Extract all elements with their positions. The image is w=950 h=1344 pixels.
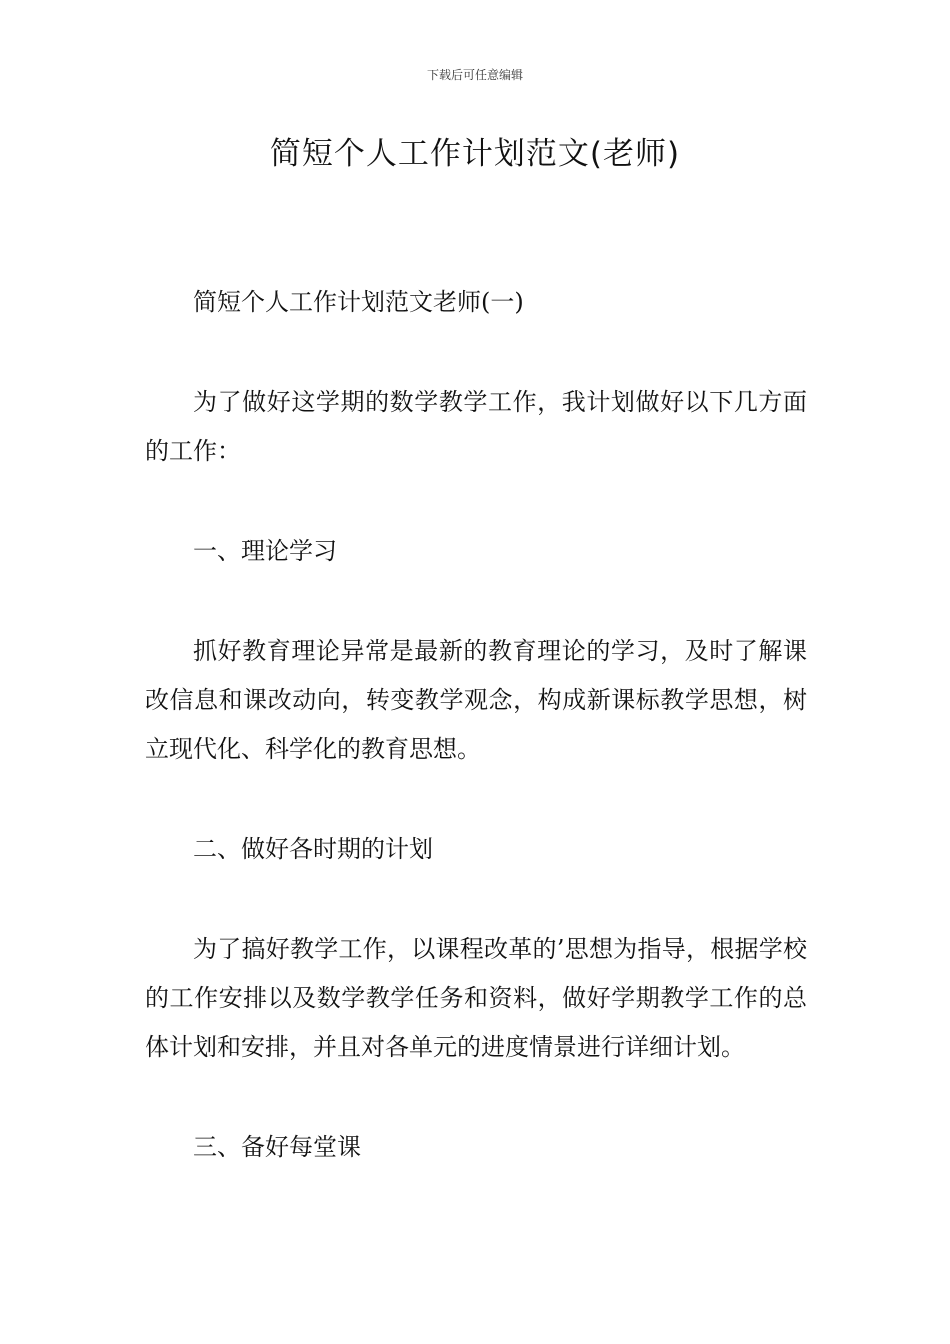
header-note: 下载后可任意编辑	[426, 68, 523, 82]
body-paragraph-2: 为了搞好教学工作，以课程改革的’思想为指导，根据学校的工作安排以及数学教学任务和资料，做好学期教学工作的总体计划和安排，并且对各单元的进度情景进行详细计划。	[145, 935, 807, 1061]
body-paragraph-1: 抓好教育理论异常是最新的教育理论的学习，及时了解课改信息和课改动向，转变教学观念，构成新课标教学思想，树立现代化、科学化的教育思想。	[145, 637, 807, 763]
section-heading-1: 一、理论学习	[193, 537, 337, 565]
document-title: 简短个人工作计划范文(老师)	[269, 136, 681, 172]
section-heading-3: 三、备好每堂课	[193, 1133, 361, 1161]
intro-paragraph: 为了做好这学期的数学教学工作，我计划做好以下几方面的工作：	[145, 388, 807, 465]
document-body	[145, 278, 807, 1172]
subtitle-paragraph: 简短个人工作计划范文老师(一)	[193, 288, 524, 316]
section-heading-2: 二、做好各时期的计划	[193, 835, 433, 863]
